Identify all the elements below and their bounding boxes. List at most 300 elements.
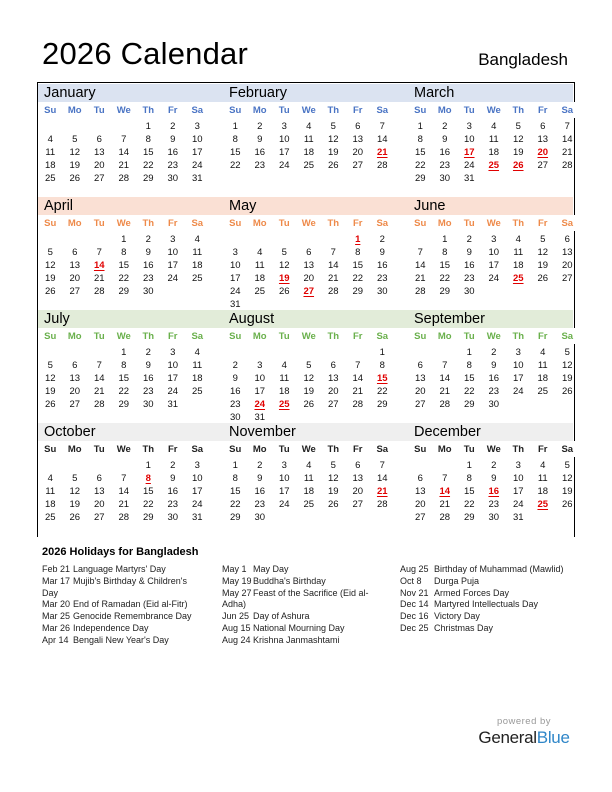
day-cell: 30 <box>254 512 266 524</box>
day-cell: 19 <box>44 273 56 285</box>
day-cell: 18 <box>44 160 56 172</box>
week-row <box>408 398 580 411</box>
day-grid <box>38 459 210 524</box>
month-october <box>38 422 223 535</box>
holiday-item <box>42 599 212 611</box>
day-cell: 12 <box>303 373 315 385</box>
holiday-name: Day of Ashura <box>253 611 310 622</box>
day-cell <box>185 398 210 411</box>
day-cell <box>346 346 371 359</box>
day-cell: 30 <box>463 286 475 298</box>
weekday-label: Fr <box>538 105 548 116</box>
weekday-label: Fr <box>353 218 363 229</box>
day-cell: 13 <box>561 247 573 259</box>
weekday-label: Su <box>414 331 427 342</box>
day-cell: 26 <box>69 512 81 524</box>
day-cell <box>38 233 63 246</box>
week-row <box>408 233 580 246</box>
day-cell <box>370 511 395 524</box>
day-cell: 1 <box>232 121 238 132</box>
weekday-label: We <box>301 444 316 455</box>
holiday-item <box>400 623 570 635</box>
week-row <box>223 398 395 411</box>
day-cell: 17 <box>167 260 179 272</box>
day-cell: 29 <box>229 512 241 524</box>
holiday-date: Aug 15 <box>222 622 251 633</box>
day-cell: 14 <box>118 486 130 498</box>
holiday-day-cell: 26 <box>512 160 524 172</box>
quarter-4 <box>38 422 573 535</box>
week-row <box>38 146 210 159</box>
month-name: April <box>44 198 74 214</box>
holidays-title: 2026 Holidays for Bangladesh <box>42 546 199 558</box>
day-cell: 2 <box>145 234 151 245</box>
holiday-item <box>222 611 392 623</box>
day-cell: 5 <box>330 121 336 132</box>
weekday-label: We <box>116 331 131 342</box>
day-cell: 14 <box>414 260 426 272</box>
day-cell: 1 <box>121 347 127 358</box>
weekday-label: We <box>301 331 316 342</box>
month-name: August <box>229 311 275 327</box>
holiday-day-cell: 25 <box>278 399 290 411</box>
day-cell: 7 <box>442 473 448 485</box>
day-cell: 28 <box>93 286 105 298</box>
day-grid <box>408 120 580 185</box>
day-cell: 27 <box>93 173 105 185</box>
day-cell: 14 <box>352 373 364 385</box>
day-cell: 4 <box>47 473 53 485</box>
day-cell: 28 <box>561 160 573 172</box>
day-cell: 14 <box>561 134 573 146</box>
holiday-day-cell: 15 <box>376 373 388 385</box>
weekday-label: Tu <box>93 218 105 229</box>
day-cell: 2 <box>145 347 151 358</box>
day-cell: 9 <box>257 473 263 485</box>
generalblue-wordmark: GeneralBlue <box>478 728 570 747</box>
day-cell: 3 <box>170 234 176 245</box>
day-cell: 10 <box>229 260 241 272</box>
week-row <box>408 385 580 398</box>
day-cell <box>248 346 273 359</box>
day-cell: 22 <box>118 386 130 398</box>
day-cell: 19 <box>44 386 56 398</box>
holiday-day-cell: 1 <box>355 234 361 245</box>
day-cell: 28 <box>352 399 364 411</box>
weekday-label: We <box>301 218 316 229</box>
brand-logo[interactable] <box>474 716 574 748</box>
weekday-header <box>38 444 210 456</box>
weekday-label: Tu <box>463 105 475 116</box>
day-cell: 20 <box>561 260 573 272</box>
month-december <box>408 422 593 535</box>
weekday-label: Fr <box>353 444 363 455</box>
holiday-day-cell: 14 <box>93 260 105 272</box>
day-cell: 13 <box>69 373 81 385</box>
week-row <box>38 159 210 172</box>
day-cell: 11 <box>303 134 314 146</box>
month-march <box>408 83 593 196</box>
week-row <box>38 233 210 246</box>
month-august <box>223 309 408 422</box>
day-cell: 24 <box>512 499 524 511</box>
holiday-item <box>400 611 570 623</box>
day-cell: 20 <box>93 499 105 511</box>
holiday-name: Buddha's Birthday <box>253 575 326 586</box>
weekday-label: Sa <box>376 331 389 342</box>
holiday-item <box>42 576 212 588</box>
day-cell <box>87 120 112 133</box>
day-cell: 6 <box>417 473 423 485</box>
month-april <box>38 196 223 309</box>
day-cell: 20 <box>327 386 339 398</box>
day-cell: 11 <box>45 147 56 159</box>
week-row <box>223 511 395 524</box>
day-cell: 20 <box>93 160 105 172</box>
week-row <box>223 472 395 485</box>
weekday-label: Sa <box>561 331 574 342</box>
day-cell <box>346 511 371 524</box>
day-cell: 5 <box>72 134 78 146</box>
day-cell: 3 <box>281 460 287 471</box>
week-row <box>408 372 580 385</box>
day-cell: 18 <box>191 260 203 272</box>
day-cell: 21 <box>352 386 364 398</box>
day-cell: 23 <box>376 273 388 285</box>
day-cell: 11 <box>192 247 203 259</box>
day-cell: 26 <box>44 286 56 298</box>
day-cell: 18 <box>254 273 266 285</box>
weekday-label: We <box>116 218 131 229</box>
day-cell: 22 <box>414 160 426 172</box>
quarter-2 <box>38 196 573 309</box>
day-cell: 30 <box>488 512 500 524</box>
day-cell <box>531 285 556 298</box>
weekday-label: Su <box>414 444 427 455</box>
day-cell: 19 <box>303 386 315 398</box>
day-cell: 31 <box>191 512 203 524</box>
day-cell: 24 <box>191 160 203 172</box>
weekday-label: Sa <box>376 444 389 455</box>
day-cell: 13 <box>414 486 426 498</box>
day-cell: 5 <box>564 347 570 358</box>
day-cell: 13 <box>414 373 426 385</box>
day-cell: 28 <box>376 160 388 172</box>
day-grid <box>223 233 395 312</box>
holiday-item <box>400 564 570 576</box>
weekday-label: Sa <box>376 105 389 116</box>
month-name: February <box>229 85 288 101</box>
day-grid <box>38 346 210 411</box>
day-cell: 25 <box>44 173 56 185</box>
day-cell: 19 <box>512 147 524 159</box>
day-cell: 25 <box>303 160 315 172</box>
day-cell <box>161 285 186 298</box>
day-cell: 8 <box>145 134 151 146</box>
holiday-day-cell: 24 <box>254 399 266 411</box>
week-row <box>38 346 210 359</box>
weekday-label: Th <box>512 444 525 455</box>
day-cell: 19 <box>69 160 81 172</box>
day-cell: 14 <box>118 147 130 159</box>
day-cell: 21 <box>414 273 426 285</box>
day-grid <box>38 120 210 185</box>
day-cell: 16 <box>463 260 475 272</box>
day-cell: 3 <box>281 121 287 132</box>
holiday-day-cell: 25 <box>512 273 524 285</box>
day-cell: 10 <box>191 134 203 146</box>
day-cell: 10 <box>512 473 524 485</box>
day-cell: 10 <box>278 134 290 146</box>
day-cell <box>87 346 112 359</box>
day-cell <box>272 511 297 524</box>
month-name: January <box>44 85 96 101</box>
day-cell: 13 <box>93 486 105 498</box>
holiday-name: End of Ramadan (Eid al-Fitr) <box>73 599 188 610</box>
day-cell: 22 <box>142 160 154 172</box>
weekday-header <box>408 444 580 456</box>
day-cell: 10 <box>167 360 179 372</box>
day-cell: 11 <box>513 247 524 259</box>
day-cell: 29 <box>414 173 426 185</box>
day-cell: 31 <box>229 299 241 311</box>
day-cell: 19 <box>327 486 339 498</box>
day-cell: 12 <box>561 473 573 485</box>
day-cell: 6 <box>72 247 78 259</box>
day-cell: 12 <box>512 134 524 146</box>
holiday-day-cell: 14 <box>439 486 451 498</box>
day-cell: 2 <box>466 234 472 245</box>
weekday-label: Mo <box>67 218 82 229</box>
day-cell: 17 <box>512 486 524 498</box>
weekday-label: Fr <box>353 105 363 116</box>
holiday-name: Feast of the Sacrifice (Eid al- <box>253 587 369 598</box>
week-row <box>38 459 210 472</box>
holiday-item <box>222 623 392 635</box>
day-cell: 8 <box>379 360 385 372</box>
holiday-item <box>42 611 212 623</box>
day-cell: 5 <box>306 360 312 372</box>
day-cell: 4 <box>306 121 312 132</box>
day-cell: 27 <box>414 399 426 411</box>
day-cell: 18 <box>303 486 315 498</box>
day-cell: 28 <box>327 286 339 298</box>
day-cell: 7 <box>379 121 385 132</box>
day-cell: 28 <box>439 399 451 411</box>
weekday-label: Mo <box>252 105 267 116</box>
day-cell: 18 <box>488 147 500 159</box>
weekday-label: Fr <box>538 444 548 455</box>
day-grid <box>38 233 210 298</box>
day-cell: 17 <box>488 260 500 272</box>
day-cell: 22 <box>352 273 364 285</box>
week-row <box>38 246 210 259</box>
week-row <box>38 498 210 511</box>
weekday-label: Mo <box>437 218 452 229</box>
day-cell: 4 <box>515 234 521 245</box>
day-cell: 27 <box>327 399 339 411</box>
day-cell: 31 <box>191 173 203 185</box>
day-cell: 21 <box>327 273 339 285</box>
weekday-header <box>38 331 210 343</box>
day-cell: 28 <box>376 499 388 511</box>
day-cell: 9 <box>257 134 263 146</box>
day-cell: 20 <box>69 273 81 285</box>
day-cell: 27 <box>414 512 426 524</box>
day-cell: 25 <box>44 512 56 524</box>
holiday-name: Durga Puja <box>434 575 480 586</box>
day-cell: 4 <box>306 460 312 471</box>
day-cell: 13 <box>327 373 339 385</box>
day-cell <box>555 511 580 524</box>
week-row <box>38 272 210 285</box>
day-cell: 6 <box>355 460 361 471</box>
day-cell: 19 <box>561 486 573 498</box>
day-cell: 12 <box>327 473 339 485</box>
week-row <box>223 272 395 285</box>
day-cell: 29 <box>352 286 364 298</box>
week-row <box>38 511 210 524</box>
weekday-label: Th <box>142 218 155 229</box>
day-cell <box>433 346 458 359</box>
week-row <box>223 285 395 298</box>
weekday-label: Fr <box>168 105 178 116</box>
holiday-day-cell: 16 <box>488 486 500 498</box>
day-cell: 23 <box>229 399 241 411</box>
day-cell <box>63 233 88 246</box>
day-cell: 3 <box>194 460 200 471</box>
holiday-day-cell: 21 <box>376 486 388 498</box>
day-cell: 29 <box>142 173 154 185</box>
calendar-grid <box>37 82 575 537</box>
weekday-label: Th <box>327 218 340 229</box>
weekday-label: Th <box>142 331 155 342</box>
weekday-label: Su <box>229 444 242 455</box>
weekday-label: Su <box>44 331 57 342</box>
day-cell: 27 <box>561 273 573 285</box>
day-grid <box>223 346 395 425</box>
day-cell: 28 <box>93 399 105 411</box>
week-row <box>38 285 210 298</box>
weekday-label: We <box>116 105 131 116</box>
day-cell: 23 <box>167 160 179 172</box>
holiday-name: Martyred Intellectuals Day <box>434 599 539 610</box>
month-may <box>223 196 408 309</box>
week-row <box>408 285 580 298</box>
holiday-name: Mujib's Birthday & Children's <box>73 575 187 586</box>
weekday-label: Mo <box>252 331 267 342</box>
day-cell <box>87 233 112 246</box>
day-cell: 22 <box>463 499 475 511</box>
holiday-item <box>42 623 212 635</box>
day-cell: 18 <box>512 260 524 272</box>
weekday-label: Tu <box>93 105 105 116</box>
holiday-date: Mar 26 <box>42 622 71 633</box>
holiday-name: National Mourning Day <box>253 622 345 633</box>
day-cell: 6 <box>72 360 78 372</box>
day-cell <box>297 346 322 359</box>
weekday-header <box>408 331 580 343</box>
weekday-label: Sa <box>191 218 204 229</box>
holiday-date: Dec 25 <box>400 622 429 633</box>
day-cell: 21 <box>439 499 451 511</box>
day-cell: 28 <box>439 512 451 524</box>
day-cell: 22 <box>376 386 388 398</box>
day-cell: 17 <box>278 147 290 159</box>
day-cell: 19 <box>561 373 573 385</box>
day-cell <box>321 346 346 359</box>
month-name: December <box>414 424 481 440</box>
day-cell <box>87 459 112 472</box>
day-cell: 18 <box>191 373 203 385</box>
day-cell: 1 <box>417 121 423 132</box>
quarter-3 <box>38 309 573 422</box>
day-cell: 23 <box>142 386 154 398</box>
day-cell: 15 <box>229 147 241 159</box>
day-cell: 13 <box>537 134 549 146</box>
page-title: 2026 Calendar <box>42 36 248 71</box>
day-cell: 3 <box>515 460 521 471</box>
day-cell: 7 <box>417 247 423 259</box>
holidays-column <box>400 564 570 635</box>
day-cell: 30 <box>142 399 154 411</box>
holiday-item <box>222 576 392 588</box>
weekday-label: Su <box>414 105 427 116</box>
day-cell: 20 <box>352 486 364 498</box>
weekday-header <box>38 218 210 230</box>
week-row <box>38 398 210 411</box>
day-cell: 7 <box>355 360 361 372</box>
day-cell: 12 <box>537 247 549 259</box>
week-row <box>408 159 580 172</box>
day-cell: 8 <box>232 134 238 146</box>
week-row <box>223 485 395 498</box>
day-cell: 15 <box>414 147 426 159</box>
day-cell <box>555 172 580 185</box>
day-cell: 15 <box>439 260 451 272</box>
weekday-label: We <box>486 444 501 455</box>
day-cell: 11 <box>254 260 265 272</box>
day-cell: 27 <box>69 286 81 298</box>
weekday-label: Su <box>414 218 427 229</box>
weekday-label: Fr <box>538 218 548 229</box>
day-cell <box>555 398 580 411</box>
day-cell: 21 <box>118 160 130 172</box>
week-row <box>38 385 210 398</box>
day-cell: 2 <box>170 121 176 132</box>
day-cell: 21 <box>118 499 130 511</box>
holiday-date: May 1 <box>222 564 247 574</box>
day-cell <box>506 398 531 411</box>
day-cell: 2 <box>257 121 263 132</box>
holiday-day-cell: 17 <box>463 147 475 159</box>
day-cell: 25 <box>537 386 549 398</box>
month-name: September <box>414 311 485 327</box>
week-row <box>408 172 580 185</box>
day-cell: 23 <box>463 273 475 285</box>
holiday-name: Krishna Janmashtami <box>253 634 340 645</box>
week-row <box>38 133 210 146</box>
day-cell <box>272 346 297 359</box>
day-cell: 11 <box>279 373 290 385</box>
day-cell: 18 <box>537 486 549 498</box>
day-cell: 19 <box>537 260 549 272</box>
weekday-label: Sa <box>191 444 204 455</box>
powered-by-label: powered by <box>496 716 552 727</box>
week-row <box>223 459 395 472</box>
holiday-day-cell: 20 <box>537 147 549 159</box>
holiday-name: Christmas Day <box>434 622 494 633</box>
